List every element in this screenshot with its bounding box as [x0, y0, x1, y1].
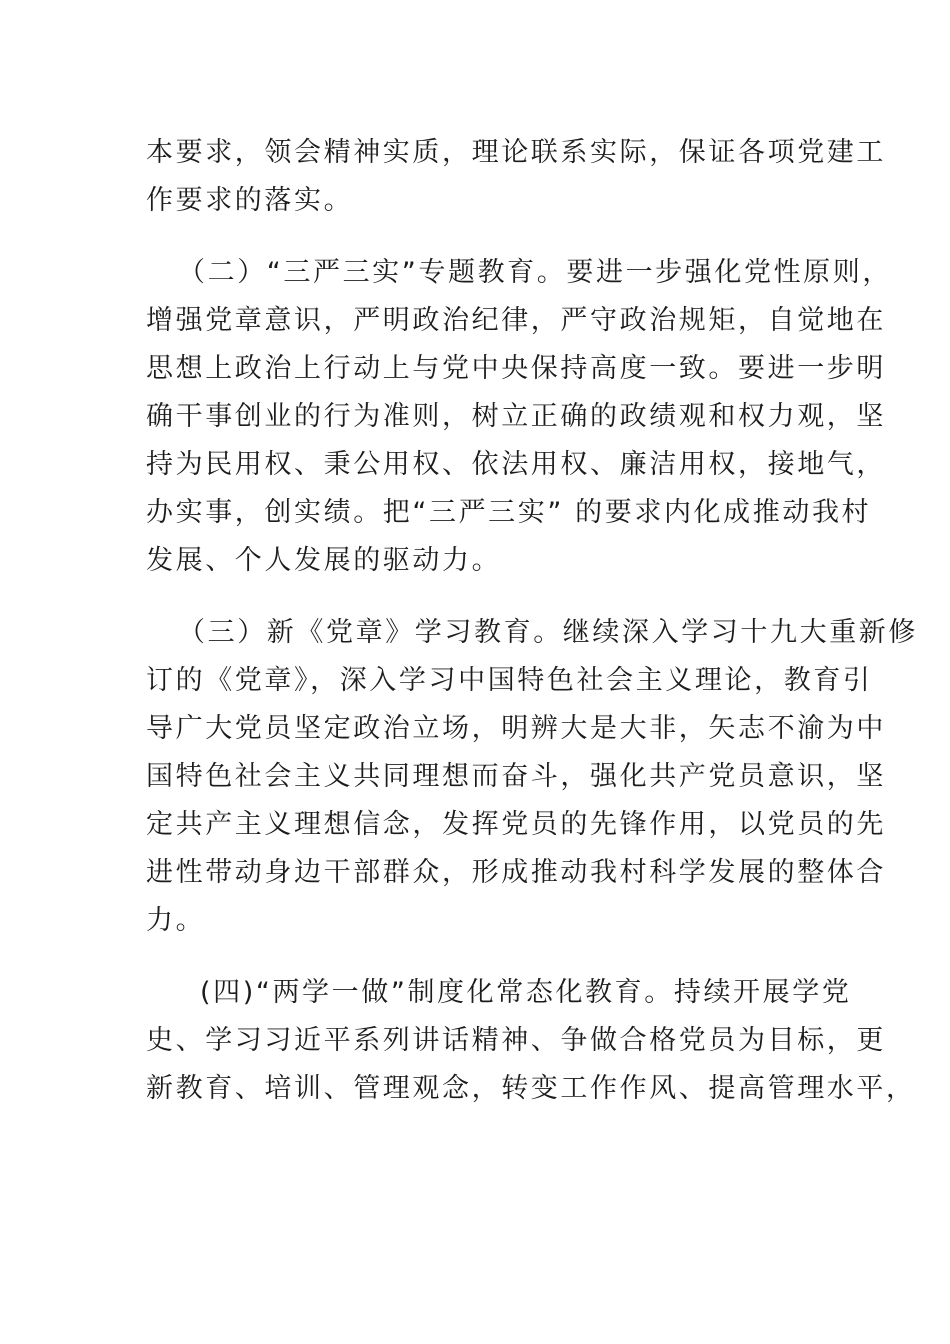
- text-line: 思想上政治上行动上与党中央保持高度一致。要进一步明: [146, 353, 886, 384]
- text-line: 力。: [146, 905, 206, 936]
- paragraph-heading-4: (四)“两学一做”制度化常态化教育。持续开展学党: [200, 977, 852, 1008]
- text-line: 作要求的落实。: [146, 185, 354, 216]
- paragraph-heading-2: （二）“三严三实”专题教育。要进一步强化党性原则，: [178, 257, 892, 288]
- text-line: 增强党章意识，严明政治纪律，严守政治规矩，自觉地在: [146, 305, 886, 336]
- text-line: 国特色社会主义共同理想而奋斗，强化共产党员意识，坚: [146, 761, 886, 792]
- text-line: 发展、个人发展的驱动力。: [146, 545, 502, 576]
- text-line: 进性带动身边干部群众，形成推动我村科学发展的整体合: [146, 857, 886, 888]
- paragraph-heading-3: （三）新《党章》学习教育。继续深入学习十九大重新修: [178, 617, 918, 648]
- text-line: 订的《党章》，深入学习中国特色社会主义理论，教育引: [146, 665, 873, 696]
- text-line: 新教育、培训、管理观念，转变工作作风、提高管理水平，: [146, 1073, 916, 1104]
- text-line: 本要求，领会精神实质，理论联系实际，保证各项党建工: [146, 137, 886, 168]
- text-line: 定共产主义理想信念，发挥党员的先锋作用，以党员的先: [146, 809, 886, 840]
- text-line: 确干事创业的行为准则，树立正确的政绩观和权力观，坚: [146, 401, 886, 432]
- text-line: 导广大党员坚定政治立场，明辨大是大非，矢志不渝为中: [146, 713, 886, 744]
- text-line: 持为民用权、秉公用权、依法用权、廉洁用权，接地气，: [146, 449, 886, 480]
- text-line: 史、学习习近平系列讲话精神、争做合格党员为目标，更: [146, 1025, 886, 1056]
- text-line: 办实事，创实绩。把“三严三实” 的要求内化成推动我村: [146, 497, 872, 528]
